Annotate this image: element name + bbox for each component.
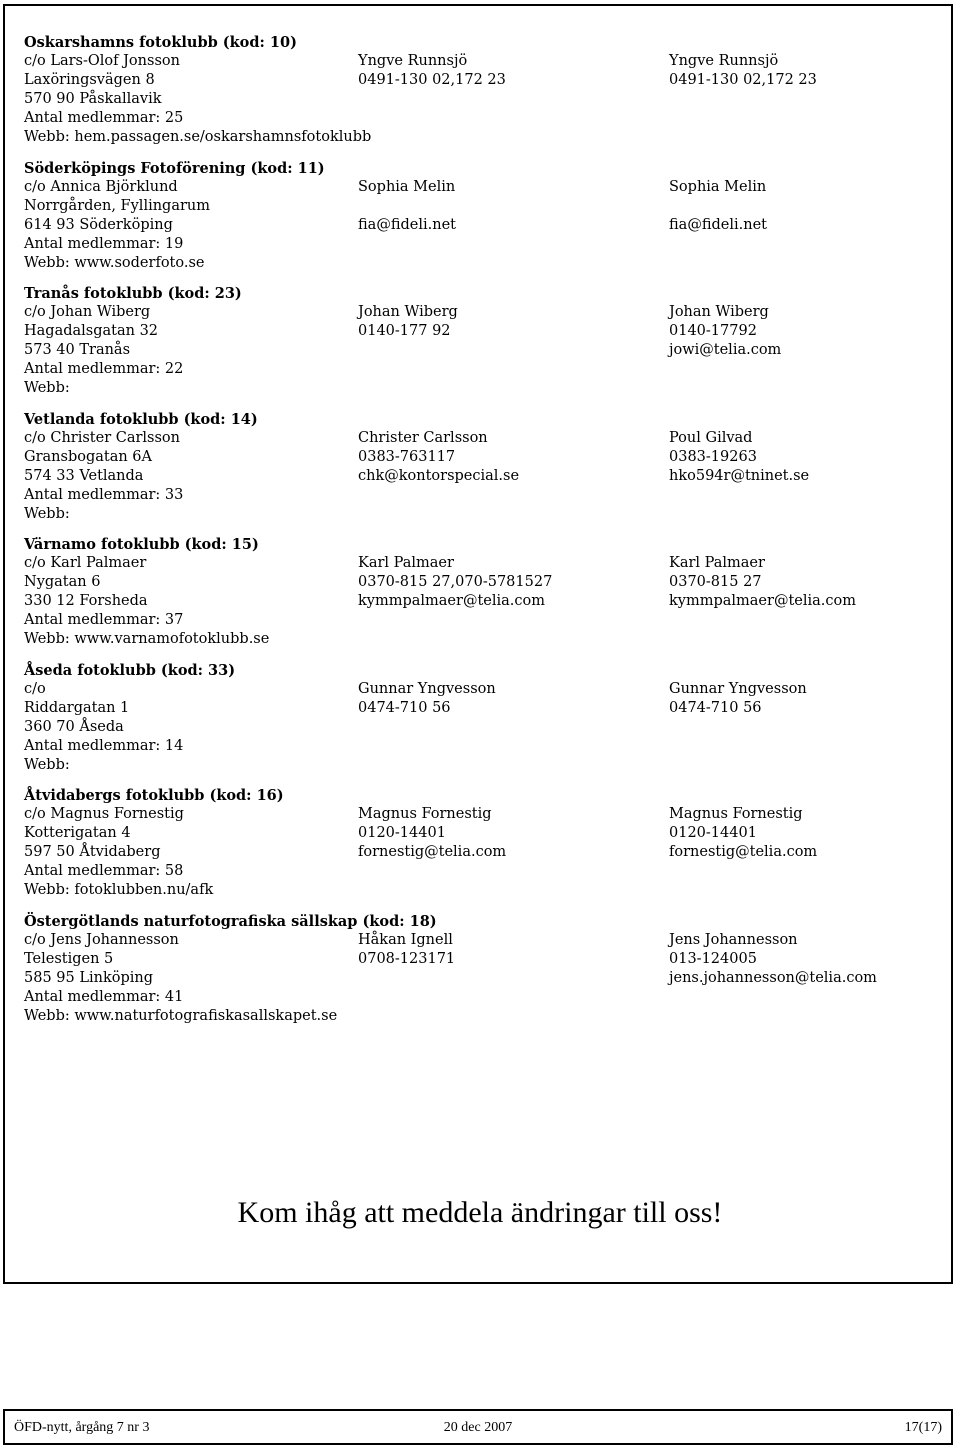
club-address-cell: 360 70 Åseda [24,718,124,735]
club-info-row [24,630,944,649]
contact-person-cell: Yngve Runnsjö [358,53,468,69]
contact-person-cell: 0370-815 27,070-5781527 [358,574,553,590]
contact-person-cell: fornestig@telia.com [358,844,507,860]
club-entry [24,535,944,649]
contact-person-cell [358,988,669,1007]
contact-person-cell: 0140-177 92 [358,323,451,339]
club-info-row [24,699,944,718]
club-entry [24,912,944,1026]
contact-person-cell [358,341,669,360]
contact-person-cell: Magnus Fornestig [358,806,492,822]
contact-person-cell [358,379,669,398]
page-footer [3,1409,953,1445]
contact-person-cell: kymmpalmaer@telia.com [358,593,545,609]
club-info-row [24,737,944,756]
contact-person-cell: Poul Gilvad [669,429,753,446]
club-info-row [24,467,944,486]
club-info-row [24,1007,944,1026]
club-info-row [24,680,944,699]
club-title: Åseda fotoklubb (kod: 33) [24,661,236,679]
club-address-cell: c/o Jens Johannesson [24,931,179,948]
club-address-cell: Antal medlemmar: 14 [24,737,184,754]
club-address-cell: Webb: hem.passagen.se/oskarshamnsfotoklubb [24,129,372,145]
content-frame [3,4,953,1284]
contact-person-cell [358,630,669,649]
club-address-cell: Antal medlemmar: 33 [24,486,184,503]
contact-person-cell [358,90,669,109]
club-address-cell: c/o Johan Wiberg [24,304,151,320]
contact-person-cell [669,988,929,1007]
club-info-row [24,109,944,128]
contact-person-cell: hko594r@tninet.se [669,467,810,484]
contact-person-cell [669,611,929,630]
contact-person-cell [669,109,929,128]
club-info-row [24,931,944,950]
club-info-row [24,611,944,630]
contact-person-cell [669,1007,929,1026]
club-info-row [24,592,944,611]
club-info-row [24,881,944,900]
club-info-row [24,90,944,109]
contact-person-cell [358,254,669,273]
club-entry [24,786,944,900]
contact-person-cell: 0370-815 27 [669,574,762,590]
contact-person-cell: 0120-14401 [358,825,446,841]
club-info-row [24,254,944,273]
contact-person-cell: 0708-123171 [358,950,456,967]
club-address-cell: c/o [24,680,46,697]
contact-person-cell [669,737,929,756]
contact-person-cell [669,379,929,398]
club-info-row [24,554,944,573]
club-info-row [24,988,944,1007]
club-info-row [24,505,944,524]
club-address-cell: Webb: [24,756,70,773]
contact-person-cell [669,756,929,775]
club-info-row [24,360,944,379]
contact-person-cell [669,630,929,649]
club-entry [24,410,944,524]
club-address-cell: Gransbogatan 6A [24,448,152,465]
club-address-cell: Kotterigatan 4 [24,825,131,841]
club-address-cell: 570 90 Påskallavik [24,91,162,107]
club-info-row [24,824,944,843]
club-info-row [24,303,944,322]
contact-person-cell [669,718,929,737]
club-address-cell: c/o Magnus Fornestig [24,806,184,822]
contact-person-cell: Håkan Ignell [358,931,453,948]
club-address-cell: 585 95 Linköping [24,969,154,986]
contact-person-cell [358,718,669,737]
club-address-cell: 597 50 Åtvidaberg [24,844,161,860]
contact-person-cell: Jens Johannesson [669,931,798,948]
club-info-row [24,756,944,775]
club-address-cell: Hagadalsgatan 32 [24,323,159,339]
contact-person-cell: Karl Palmaer [669,555,765,571]
club-address-cell: Webb: www.varnamofotoklubb.se [24,631,270,647]
club-address-cell: 574 33 Vetlanda [24,467,144,484]
club-address-cell: c/o Lars-Olof Jonsson [24,53,180,69]
club-info-row [24,843,944,862]
club-info-row [24,322,944,341]
club-address-cell: c/o Annica Björklund [24,178,178,195]
contact-person-cell [358,197,669,216]
contact-person-cell: Sophia Melin [669,178,767,195]
contact-person-cell: fia@fideli.net [669,216,767,233]
contact-person-cell [669,881,929,900]
contact-person-cell [358,881,669,900]
club-title: Söderköpings Fotoförening (kod: 11) [24,159,325,177]
club-list [24,33,944,1037]
contact-person-cell: 0383-19263 [669,448,757,465]
club-info-row [24,52,944,71]
club-address-cell: 330 12 Forsheda [24,593,148,609]
contact-person-cell: 0491-130 02,172 23 [669,72,817,88]
club-info-row [24,718,944,737]
club-address-cell: c/o Christer Carlsson [24,429,180,446]
club-title: Åtvidabergs fotoklubb (kod: 16) [24,787,284,804]
club-address-cell: Nygatan 6 [24,574,101,590]
club-info-row [24,216,944,235]
contact-person-cell: Yngve Runnsjö [669,53,779,69]
contact-person-cell [358,1007,669,1026]
contact-person-cell [669,235,929,254]
club-title: Vetlanda fotoklubb (kod: 14) [24,410,258,428]
contact-person-cell [358,756,669,775]
club-info-row [24,128,944,147]
club-info-row [24,805,944,824]
contact-person-cell [669,486,929,505]
club-address-cell: c/o Karl Palmaer [24,555,147,571]
contact-person-cell [669,197,929,216]
contact-person-cell: fornestig@telia.com [669,844,818,860]
contact-person-cell: Gunnar Yngvesson [358,680,496,697]
contact-person-cell [358,360,669,379]
contact-person-cell: fia@fideli.net [358,216,456,233]
contact-person-cell [358,109,669,128]
club-address-cell: Webb: www.soderfoto.se [24,254,205,271]
footer-publication: ÖFD-nytt, årgång 7 nr 3 [14,1420,150,1435]
club-title: Oskarshamns fotoklubb (kod: 10) [24,34,297,51]
contact-person-cell: Christer Carlsson [358,429,488,446]
contact-person-cell [358,128,669,147]
contact-person-cell [358,505,669,524]
club-address-cell: Webb: fotoklubben.nu/afk [24,882,214,898]
club-address-cell: 573 40 Tranås [24,342,131,358]
club-address-cell: Antal medlemmar: 25 [24,110,184,126]
club-info-row [24,71,944,90]
contact-person-cell: kymmpalmaer@telia.com [669,593,856,609]
club-info-row [24,379,944,398]
footer-page-number: 17(17) [904,1420,942,1435]
club-entry [24,661,944,775]
contact-person-cell: 0474-710 56 [358,699,451,716]
contact-person-cell [669,90,929,109]
contact-person-cell [669,254,929,273]
club-info-row [24,862,944,881]
club-entry [24,284,944,398]
contact-person-cell [669,360,929,379]
contact-person-cell: Sophia Melin [358,178,456,195]
contact-person-cell [669,862,929,881]
footer-date: 20 dec 2007 [443,1420,513,1435]
club-info-row [24,573,944,592]
club-info-row [24,950,944,969]
club-address-cell: Antal medlemmar: 37 [24,612,184,628]
club-info-row [24,486,944,505]
contact-person-cell: Karl Palmaer [358,555,454,571]
contact-person-cell: Magnus Fornestig [669,806,803,822]
club-title: Östergötlands naturfotografiska sällskap (kod: 18) [24,912,437,930]
club-address-cell: Webb: www.naturfotografiskasallskapet.se [24,1007,338,1024]
club-address-cell: 614 93 Söderköping [24,216,173,233]
club-title: Värnamo fotoklubb (kod: 15) [24,536,259,553]
club-address-cell: Norrgården, Fyllingarum [24,197,211,214]
contact-person-cell: 0383-763117 [358,448,456,465]
club-address-cell: Riddargatan 1 [24,699,130,716]
club-title: Tranås fotoklubb (kod: 23) [24,285,242,302]
club-info-row [24,178,944,197]
club-info-row [24,969,944,988]
club-address-cell: Telestigen 5 [24,950,114,967]
club-info-row [24,341,944,360]
club-info-row [24,429,944,448]
contact-person-cell: 0140-17792 [669,323,757,339]
club-address-cell: Antal medlemmar: 41 [24,988,184,1005]
club-address-cell: Laxöringsvägen 8 [24,72,155,88]
contact-person-cell: jowi@telia.com [669,342,782,358]
contact-person-cell [358,969,669,988]
contact-person-cell [358,486,669,505]
contact-person-cell [358,611,669,630]
club-entry [24,33,944,147]
club-address-cell: Antal medlemmar: 58 [24,863,184,879]
club-info-row [24,197,944,216]
club-address-cell: Webb: [24,380,70,396]
contact-person-cell [358,737,669,756]
contact-person-cell: 0120-14401 [669,825,757,841]
contact-person-cell: jens.johannesson@telia.com [669,969,877,986]
contact-person-cell: Johan Wiberg [669,304,769,320]
contact-person-cell [669,505,929,524]
contact-person-cell: 0491-130 02,172 23 [358,72,506,88]
contact-person-cell: Gunnar Yngvesson [669,680,807,697]
club-info-row [24,235,944,254]
contact-person-cell [358,235,669,254]
club-info-row [24,448,944,467]
reminder-text: Kom ihåg att meddela ändringar till oss! [237,1196,723,1229]
club-address-cell: Antal medlemmar: 22 [24,361,184,377]
contact-person-cell [358,862,669,881]
club-address-cell: Antal medlemmar: 19 [24,235,184,252]
contact-person-cell: 013-124005 [669,950,757,967]
contact-person-cell: 0474-710 56 [669,699,762,716]
club-entry [24,159,944,273]
contact-person-cell: Johan Wiberg [358,304,458,320]
club-address-cell: Webb: [24,505,70,522]
contact-person-cell [669,128,929,147]
contact-person-cell: chk@kontorspecial.se [358,467,520,484]
